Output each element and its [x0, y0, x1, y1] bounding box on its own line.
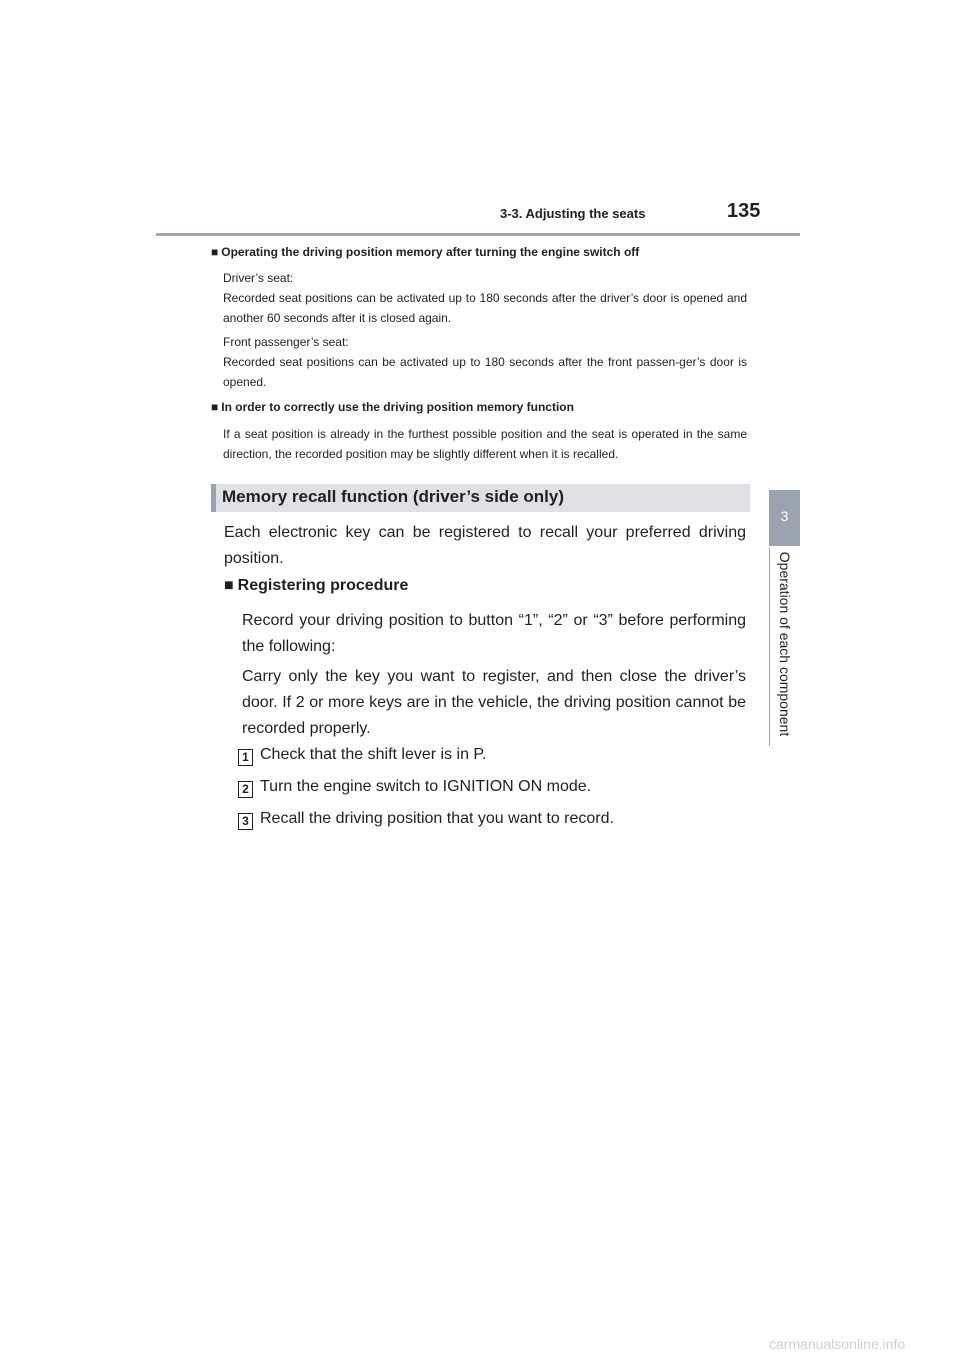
square-bullet-icon: ■ — [211, 400, 219, 414]
instruction-2 — [242, 664, 746, 742]
note-heading-2 — [211, 400, 574, 414]
instruction-paragraph: Record your driving position to button “1”, “2” or “3” before performing the following: — [242, 612, 746, 655]
note-paragraph: Front passenger’s seat: — [223, 335, 349, 349]
step-text: Recall the driving position that you want to record. — [260, 810, 614, 827]
step-number-badge: 2 — [238, 781, 253, 798]
chapter-tab-number: 3 — [780, 508, 789, 524]
note-heading-1-text: Operating the driving position memory after turning the engine switch off — [221, 245, 640, 259]
chapter-title-text: Operation of each component — [777, 551, 793, 737]
note-body-1 — [223, 268, 747, 392]
square-bullet-icon: ■ — [224, 577, 234, 594]
note-paragraph: If a seat position is already in the furthest possible position and the seat is operated in the same direction, the recorded position may be slightly different when it is recalled. — [223, 427, 747, 461]
section-intro — [224, 520, 746, 572]
note-heading-1 — [211, 245, 639, 259]
step-text: Check that the shift lever is in P. — [260, 746, 487, 763]
note-paragraph: Recorded seat positions can be activated up to 180 seconds after the driver’s door is opened and another 60 seconds after it is closed again. — [223, 291, 747, 325]
sub-heading-text: Registering procedure — [237, 577, 409, 594]
note-body-2 — [223, 424, 747, 464]
step-number-badge: 1 — [238, 749, 253, 766]
instruction-1 — [242, 608, 746, 660]
note-heading-2-text: In order to correctly use the driving position memory function — [221, 400, 574, 414]
instruction-paragraph: Carry only the key you want to register, and then close the driver’s door. If 2 or more keys are in the vehicle, the driving position cannot be recorded properly. — [242, 668, 746, 737]
header-divider — [156, 233, 800, 236]
section-title: Memory recall function (driver’s side only) — [222, 487, 564, 506]
sub-heading — [224, 577, 408, 595]
square-bullet-icon: ■ — [211, 245, 219, 259]
step-number-badge: 3 — [238, 813, 253, 830]
intro-paragraph: Each electronic key can be registered to recall your preferred driving position. — [224, 524, 746, 567]
watermark: carmanualsonline.info — [769, 1336, 906, 1352]
chapter-tab-rule — [769, 548, 770, 746]
note-paragraph: Driver’s seat: — [223, 271, 294, 285]
running-header-section: 3-3. Adjusting the seats — [500, 206, 646, 221]
step-text: Turn the engine switch to IGNITION ON mode. — [260, 778, 592, 795]
page-number: 135 — [727, 200, 761, 222]
note-paragraph: Recorded seat positions can be activated up to 180 seconds after the front passen-ger’s door is opened. — [223, 355, 747, 389]
